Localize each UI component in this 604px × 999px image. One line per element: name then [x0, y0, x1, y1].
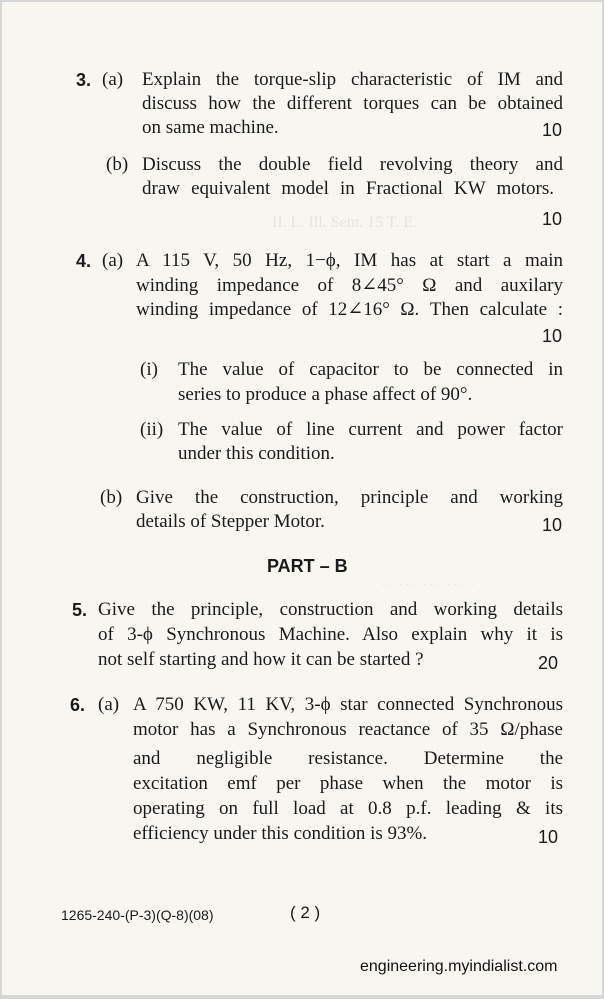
- question-line: motor has a Synchronous reactance of 35 Ω/phase: [133, 719, 563, 740]
- page-number: ( 2 ): [290, 903, 321, 922]
- exam-page: [2, 2, 602, 995]
- subpart-label: (i): [140, 359, 158, 380]
- marks: 10: [542, 326, 563, 346]
- question-line: of 3-ϕ Synchronous Machine. Also explain why it is: [98, 624, 563, 645]
- paper-code: 1265-240-(P-3)(Q-8)(08): [61, 907, 214, 923]
- part-label: (b): [100, 487, 123, 508]
- question-number: 6.: [70, 695, 86, 715]
- question-line: winding impedance of 12∠16° Ω. Then calculate :: [136, 299, 563, 320]
- question-line: operating on full load at 0.8 p.f. leading & its: [133, 798, 563, 819]
- question-line: series to produce a phase affect of 90°.: [178, 384, 473, 405]
- question-line: draw equivalent model in Fractional KW motors.: [142, 178, 554, 199]
- question-line: on same machine.: [142, 117, 279, 138]
- part-label: (a): [102, 250, 124, 271]
- section-heading: PART – B: [267, 556, 348, 576]
- question-line: Discuss the double field revolving theory and: [142, 154, 563, 175]
- marks: 10: [542, 209, 563, 229]
- question-line: under this condition.: [178, 443, 335, 464]
- marks: 20: [538, 653, 559, 673]
- question-line: winding impedance of 8∠45° Ω and auxilary: [136, 275, 563, 296]
- marks: 10: [542, 515, 563, 535]
- question-line: and negligible resistance. Determine the: [133, 748, 563, 769]
- question-line: Give the construction, principle and working: [136, 487, 563, 508]
- question-line: details of Stepper Motor.: [136, 511, 325, 532]
- marks: 10: [542, 120, 563, 140]
- part-label: (a): [102, 69, 124, 90]
- question-line: efficiency under this condition is 93%.: [133, 823, 428, 844]
- bleed-through: II. L. Ill. Sem. 15 T. E.: [272, 214, 418, 231]
- question-number: 4.: [76, 251, 92, 271]
- question-line: A 750 KW, 11 KV, 3-ϕ star connected Synchronous: [133, 694, 563, 715]
- question-line: The value of line current and power factor: [178, 419, 563, 440]
- question-number: 3.: [76, 70, 92, 90]
- question-line: excitation emf per phase when the motor is: [133, 773, 563, 794]
- question-line: discuss how the different torques can be obtained: [142, 93, 563, 114]
- question-line: Explain the torque-slip characteristic of IM and: [142, 69, 563, 90]
- marks: 10: [538, 827, 559, 847]
- question-line: A 115 V, 50 Hz, 1−ϕ, IM has at start a main: [136, 250, 563, 271]
- subpart-label: (ii): [140, 419, 164, 440]
- question-line: The value of capacitor to be connected in: [178, 359, 563, 380]
- question-number: 5.: [72, 600, 88, 620]
- bleed-through: . . . . . . . . . . . . . . . .: [382, 574, 475, 588]
- question-line: not self starting and how it can be started ?: [98, 649, 424, 670]
- part-label: (b): [106, 154, 129, 175]
- site-watermark: engineering.myindialist.com: [360, 958, 558, 975]
- question-line: Give the principle, construction and working details: [98, 599, 563, 620]
- part-label: (a): [98, 694, 120, 715]
